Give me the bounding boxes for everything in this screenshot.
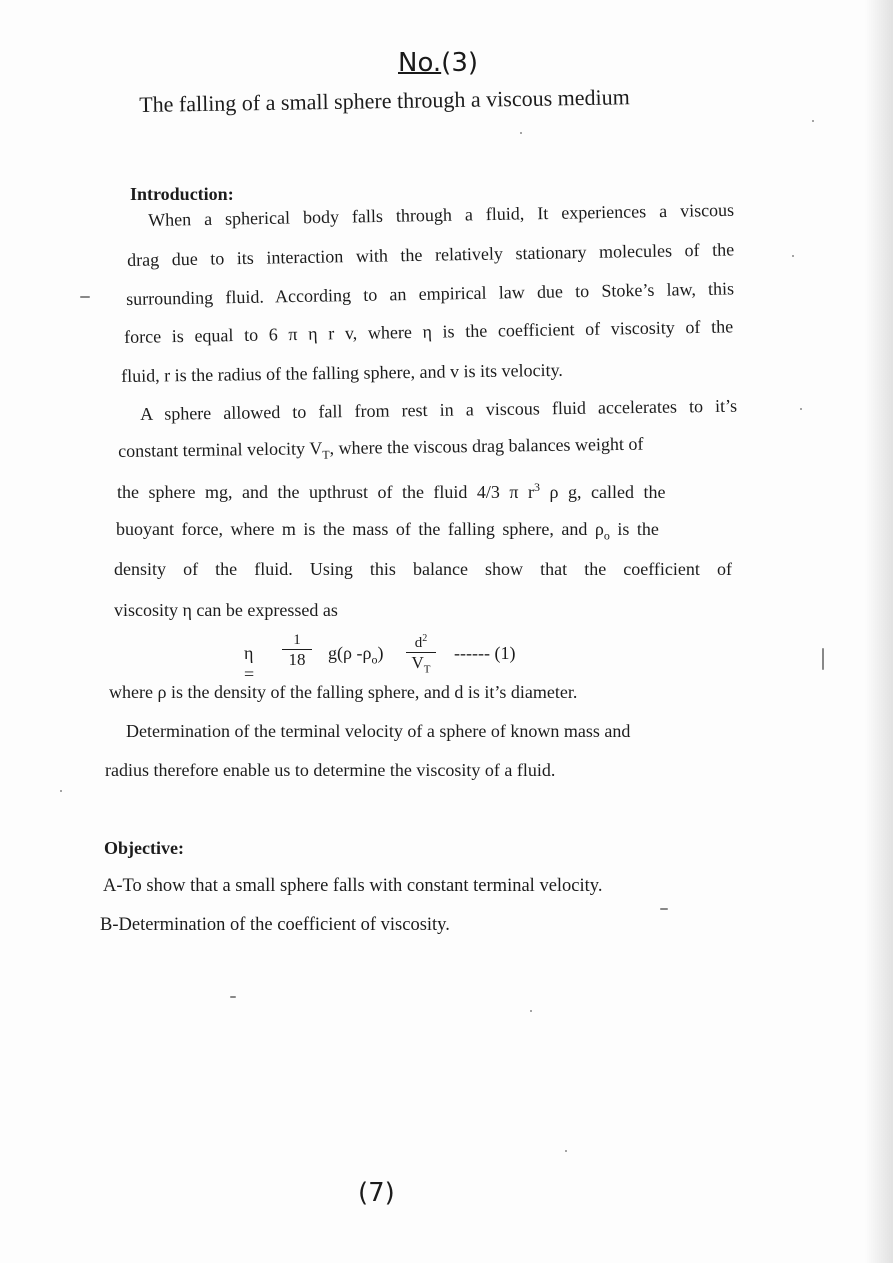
formula-middle-text: g(ρ -ρ [328, 643, 372, 663]
cube-superscript: 3 [534, 480, 541, 494]
intro-line-9-rest: is the [609, 519, 659, 539]
after-formula-line-3: radius therefore enable us to determine the viscosity of a fluid. [105, 760, 556, 780]
intro-line-3: surrounding fluid. According to an empirical law due to Stoke’s law, this [126, 278, 735, 309]
scan-speck [520, 132, 522, 134]
fraction-2-sub: T [423, 663, 431, 676]
page-number: (7) [358, 1178, 395, 1208]
scan-speck [822, 648, 824, 670]
intro-line-7-text: constant terminal velocity V [118, 438, 323, 461]
intro-line-9 [116, 519, 659, 544]
rho-zero-subscript: o [603, 528, 610, 543]
formula-fraction-1 [282, 632, 312, 670]
after-formula-line-1: where ρ is the density of the falling sphere, and d is it’s diameter. [109, 682, 578, 702]
formula-rho-sub: o [371, 652, 378, 667]
objective-heading: Objective: [104, 838, 184, 858]
intro-line-8 [117, 480, 733, 503]
formula-middle [328, 643, 383, 668]
scan-speck [60, 790, 62, 792]
scan-edge-shadow [865, 0, 893, 1263]
scan-speck [660, 908, 668, 910]
objective-item-b: B-Determination of the coefficient of viscosity. [100, 915, 450, 935]
intro-line-8-text: the sphere mg, and the upthrust of the fluid 4/3 π r [117, 482, 535, 502]
scan-speck [565, 1150, 567, 1152]
fraction-1-denominator: 18 [288, 650, 306, 669]
document-title: The falling of a small sphere through a viscous medium [139, 84, 630, 117]
introduction-heading: Introduction: [130, 184, 234, 204]
after-formula-line-2: Determination of the terminal velocity of a sphere of known mass and [126, 721, 631, 741]
fraction-2-sup: 2 [422, 633, 428, 644]
intro-line-5: fluid, r is the radius of the falling sphere, and v is its velocity. [121, 359, 563, 386]
formula-paren: ) [377, 643, 384, 663]
scan-speck [792, 255, 794, 257]
intro-line-7-rest: , where the viscous drag balances weight of [329, 433, 644, 459]
formula-fraction-2 [406, 630, 436, 679]
fraction-1-numerator: 1 [293, 632, 301, 648]
fraction-2-numerator [415, 630, 428, 652]
intro-line-8-rest: ρ g, called the [540, 482, 666, 502]
intro-line-10: density of the fluid. Using this balance show that the coefficient of [114, 559, 732, 579]
objective-item-a: A-To show that a small sphere falls with constant terminal velocity. [103, 876, 603, 896]
intro-line-7 [118, 434, 644, 466]
intro-line-9-text: buoyant force, where m is the mass of the falling sphere, and ρ [116, 519, 604, 539]
scan-speck [812, 120, 814, 122]
intro-line-1: When a spherical body falls through a fluid, It experiences a viscous [148, 199, 735, 230]
scan-speck [80, 296, 90, 298]
scan-speck [800, 408, 802, 410]
experiment-number [398, 48, 478, 78]
experiment-number-label: No. [398, 48, 442, 78]
intro-line-4: force is equal to 6 π η r v, where η is the coefficient of viscosity of the [124, 316, 734, 347]
formula-eta: η = [244, 643, 255, 684]
intro-line-11: viscosity η can be expressed as [114, 600, 338, 620]
fraction-2-d: d [414, 635, 423, 651]
intro-line-2: drag due to its interaction with the relatively stationary molecules of the [127, 239, 735, 270]
fraction-2-denominator [411, 653, 430, 679]
scan-speck [530, 1010, 532, 1012]
intro-line-6: A sphere allowed to fall from rest in a viscous fluid accelerates to it’s [140, 395, 738, 424]
vt-subscript: T [322, 447, 330, 462]
formula-equation-tag: ------ (1) [454, 643, 516, 663]
scan-speck [230, 996, 236, 998]
experiment-number-value: (3) [441, 48, 479, 78]
fraction-2-v: V [411, 653, 424, 672]
